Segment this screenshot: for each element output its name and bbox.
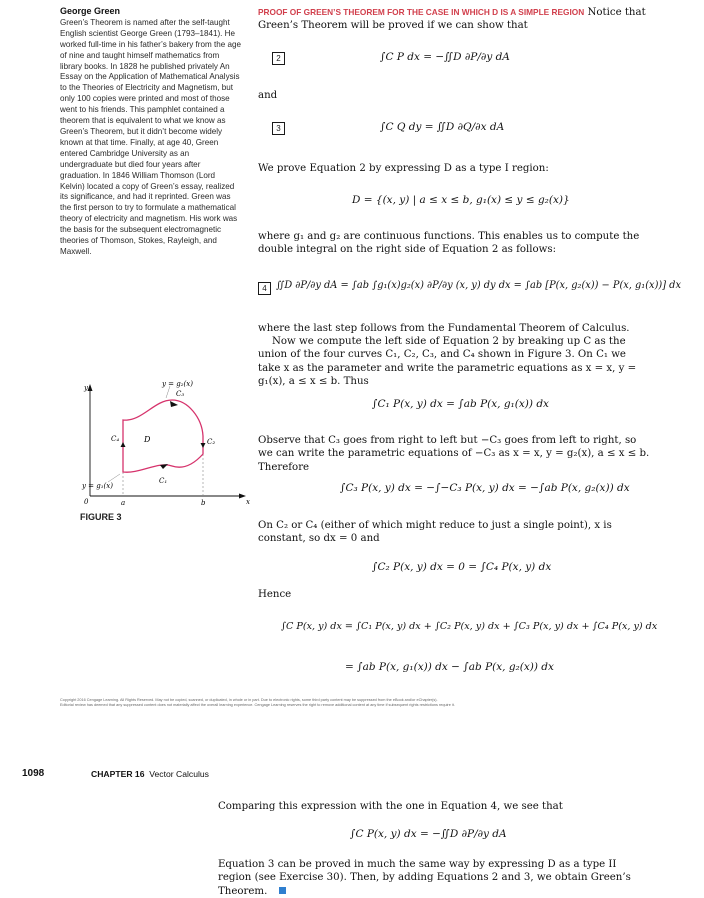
hence-text: Hence xyxy=(258,589,292,600)
proof-intro: Notice that Green’s Theorem will be proved if we can show that xyxy=(258,7,646,32)
equation-sum-line-2: = ∫ab P(x, g₁(x)) dx − ∫ab P(x, g₂(x)) dx xyxy=(345,661,554,673)
proof-heading: PROOF OF GREEN’S THEOREM FOR THE CASE IN WHICH D IS A SIMPLE REGION xyxy=(258,7,585,17)
page-number: 1098 xyxy=(22,768,45,779)
figure-3-label: FIGURE 3 xyxy=(80,512,122,522)
x-axis-arrow-icon xyxy=(239,494,246,499)
equation-number-4: 4 xyxy=(258,282,271,295)
c1-label: C₁ xyxy=(159,477,168,485)
equation-2: ∫C P dx = −∬D ∂P/∂y dA xyxy=(380,51,510,63)
end-of-proof-icon xyxy=(279,887,286,894)
c3-label: C₃ xyxy=(176,390,185,398)
proof-intro-line xyxy=(258,6,646,33)
region-label: D xyxy=(144,435,151,444)
compute-paragraph: Now we compute the left side of Equation 2 by breaking up C as the union of the four curves C₁, C₂, C₃, and C₄ shown in Figure 3. On C₁ we take x as the parameter and write the parametric equations as x = x, y = g₁(x), a ≤ x ≤ b. Thus xyxy=(258,336,637,387)
observe-paragraph: Observe that C₃ goes from right to left but −C₃ goes from left to right, so we can write the parametric equations of −C₃ as x = x, y = g₂(x), a ≤ x ≤ b. Therefore xyxy=(258,435,650,473)
origin-label: 0 xyxy=(84,498,89,506)
equation-c2-c4: ∫C₂ P(x, y) dx = 0 = ∫C₄ P(x, y) dx xyxy=(372,561,552,573)
bottom-curve-leader-line xyxy=(108,474,120,482)
final-equation: ∫C P(x, y) dx = −∬D ∂P/∂y dA xyxy=(350,828,507,840)
top-curve-label: y = g₂(x) xyxy=(162,380,193,388)
c4-direction-arrow-icon xyxy=(121,442,126,447)
equation-3: ∫C Q dy = ∬D ∂Q/∂x dA xyxy=(380,121,505,133)
x-axis-label: x xyxy=(246,498,250,506)
compare-paragraph: Comparing this expression with the one in Equation 4, we see that xyxy=(218,801,563,812)
copyright-line-1: Copyright 2016 Cengage Learning. All Rights Reserved. May not be copied, scanned, or duplicated, in whole or in part. Due to electronic rights, some third party content may be suppressed from the eBook and/or eChapter(s). xyxy=(60,698,438,702)
y-axis-label: y xyxy=(84,384,88,392)
equation-c3: ∫C₃ P(x, y) dx = −∫−C₃ P(x, y) dx = −∫ab P(x, g₂(x)) dx xyxy=(340,482,630,494)
chapter-title: Vector Calculus xyxy=(149,769,209,779)
and-text: and xyxy=(258,90,278,101)
c4-label: C₄ xyxy=(111,435,120,443)
bottom-curve-label: y = g₁(x) xyxy=(82,482,113,490)
chapter-label: CHAPTER 16 xyxy=(91,769,145,779)
a-label: a xyxy=(121,499,126,507)
type-one-paragraph: We prove Equation 2 by expressing D as a type I region: xyxy=(258,163,549,174)
proof-section xyxy=(258,6,646,33)
figure-3-diagram xyxy=(80,378,250,508)
biography-name: George Green xyxy=(60,6,121,16)
b-label: b xyxy=(201,499,206,507)
equation-number-2: 2 xyxy=(272,52,285,65)
biography-text: Green’s Theorem is named after the self-taught English scientist George Green (1793–1841). He worked full-time in his father’s bakery from the age of nine and taught himself mathematics from library books. In 1828 he published privately An Essay on the Application of Mathematical Analysis to the Theories of Electricity and Magnetism, but only 100 copies were printed and most of those went to his friends. This pamphlet contained a theorem that is equivalent to what we know as Green’s Theorem, but it didn’t become widely known at that time. Finally, at age 40, Green entered Cambridge University as an undergraduate but died four years after graduation. In 1846 William Thomson (Lord Kelvin) located a copy of Green’s essay, realized its significance, and had it reprinted. Green was the first person to try to formulate a mathematical theory of electricity and magnetism. His work was the basis for the subsequent electromagnetic theories of Thomson, Stokes, Rayleigh, and Maxwell. xyxy=(60,17,241,256)
c2-label: C₂ xyxy=(207,438,216,446)
chapter-running-head xyxy=(91,769,209,779)
y-axis-arrow-icon xyxy=(88,384,93,391)
copyright-notice xyxy=(60,698,660,708)
final-paragraph-text: Equation 3 can be proved in much the same way by expressing D as a type II region (see Exercise 30). Then, by adding Equations 2 and 3, we obtain Green’s Theorem. xyxy=(218,859,631,897)
equation-c1: ∫C₁ P(x, y) dx = ∫ab P(x, g₁(x)) dx xyxy=(372,398,549,410)
c2-direction-arrow-icon xyxy=(201,443,206,448)
final-paragraph xyxy=(218,858,638,898)
where-paragraph: where g₁ and g₂ are continuous functions. This enables us to compute the double integral on the right side of Equation 2 as follows: xyxy=(258,231,640,256)
sidebar-biography xyxy=(60,6,242,258)
ftc-paragraph: where the last step follows from the Fundamental Theorem of Calculus. xyxy=(258,323,630,334)
c3-direction-arrow-icon xyxy=(170,401,178,407)
copyright-line-2: Editorial review has deemed that any suppressed content does not materially affect the overall learning experience. Cengage Learning reserves the right to remove additional content at any time if subsequent rights restrictions require it. xyxy=(60,703,455,707)
figure-3 xyxy=(80,378,250,512)
equation-number-3: 3 xyxy=(272,122,285,135)
c2-c4-paragraph: On C₂ or C₄ (either of which might reduce to just a single point), x is constant, so dx = 0 and xyxy=(258,520,612,545)
equation-sum-line-1: ∫C P(x, y) dx = ∫C₁ P(x, y) dx + ∫C₂ P(x, y) dx + ∫C₃ P(x, y) dx + ∫C₄ P(x, y) dx xyxy=(281,621,658,632)
boundary-curve-c xyxy=(123,400,203,472)
region-definition: D = {(x, y) | a ≤ x ≤ b, g₁(x) ≤ y ≤ g₂(x)} xyxy=(352,194,570,206)
equation-4: ∬D ∂P/∂y dA = ∫ab ∫g₁(x)g₂(x) ∂P/∂y (x, y) dy dx = ∫ab [P(x, g₂(x)) − P(x, g₁(x))] dx xyxy=(276,280,681,291)
